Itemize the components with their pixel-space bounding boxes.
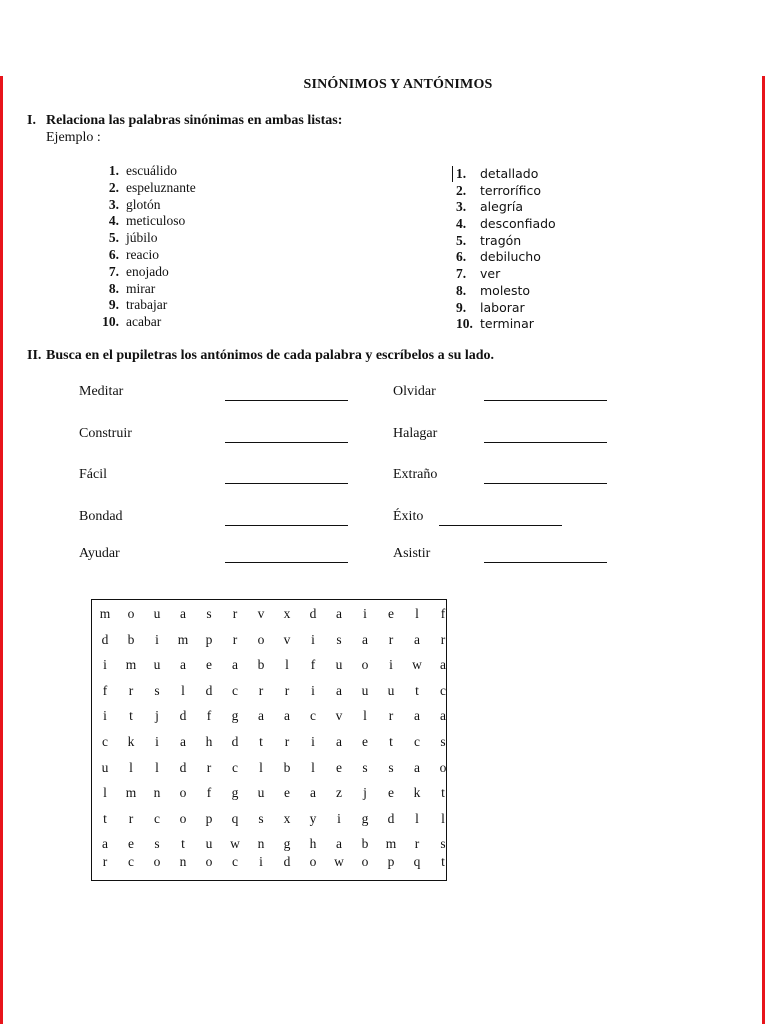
word-search-letter[interactable]: a (180, 734, 186, 749)
word-search-letter[interactable]: r (128, 683, 134, 698)
left-list-item-word: escuálido (126, 163, 177, 178)
word-search-letter[interactable]: e (206, 657, 212, 672)
word-search-letter[interactable]: a (336, 734, 342, 749)
left-list-item-number: 1. (108, 163, 119, 178)
word-search-letter[interactable]: l (285, 657, 289, 672)
left-red-margin (0, 76, 3, 1024)
word-search-letter[interactable]: l (259, 760, 263, 775)
word-search-letter[interactable]: o (179, 785, 187, 800)
word-search-letter[interactable]: s (258, 811, 264, 826)
answer-blank-line[interactable] (225, 561, 348, 563)
word-search-letter[interactable]: a (414, 708, 420, 723)
section-2-instruction: Busca en el pupiletras los antónimos de cada palabra y escríbelos a su lado. (46, 348, 495, 363)
section-1-heading (27, 113, 342, 129)
word-search-letter[interactable]: l (181, 683, 185, 698)
right-list-item (456, 300, 556, 317)
word-search-letter[interactable]: l (441, 811, 445, 826)
word-search-letter[interactable]: m (177, 632, 189, 647)
left-list-item-word: trabajar (126, 297, 168, 313)
word-search-letter[interactable]: p (205, 632, 213, 647)
word-search-letter[interactable]: c (232, 683, 238, 698)
right-list-item-number: 7. (456, 266, 467, 282)
left-list-item (98, 230, 196, 247)
antonym-word: Meditar (79, 384, 124, 399)
word-search-letter[interactable]: a (232, 657, 238, 672)
word-search-letter[interactable]: d (179, 760, 187, 775)
word-search-letter[interactable]: i (363, 606, 367, 621)
right-list-item (456, 233, 556, 250)
word-search-letter[interactable]: a (414, 632, 420, 647)
left-list-item-number: 5. (108, 230, 119, 246)
word-search-letter[interactable]: i (311, 632, 315, 647)
antonym-word: Olvidar (393, 384, 436, 399)
word-search-letter[interactable]: u (101, 760, 109, 775)
word-search-letter[interactable]: l (103, 785, 107, 800)
right-list-item-word: debilucho (480, 249, 541, 265)
word-search-letter[interactable]: a (180, 606, 186, 621)
word-search-letter[interactable]: o (361, 657, 369, 672)
antonym-word: Ayudar (79, 546, 120, 561)
word-search-letter[interactable]: s (362, 760, 368, 775)
word-search-letter[interactable]: d (179, 708, 187, 723)
word-search-letter[interactable]: c (440, 683, 446, 698)
left-list-item-number: 9. (108, 297, 119, 313)
word-search-letter[interactable]: e (336, 760, 342, 775)
word-search-letter[interactable]: o (205, 854, 213, 869)
right-list-item-word: terrorífico (480, 182, 542, 198)
word-search-letter[interactable]: s (154, 836, 160, 851)
right-list-item-word: desconfiado (480, 216, 556, 232)
word-search-letter[interactable]: a (310, 785, 316, 800)
right-list-item-number: 10. (456, 316, 473, 332)
word-search-letter[interactable]: t (389, 734, 393, 749)
word-search-letter[interactable]: d (309, 606, 317, 621)
word-search-letter[interactable]: m (125, 785, 137, 800)
word-search-letter[interactable]: t (181, 836, 185, 851)
word-search-letter[interactable]: u (335, 657, 343, 672)
left-list-item-number: 6. (108, 246, 119, 262)
word-search-letter[interactable]: x (283, 811, 291, 826)
word-search-letter[interactable]: l (311, 760, 315, 775)
word-search-letter[interactable]: i (155, 632, 159, 647)
right-list-item-word: alegría (480, 199, 524, 215)
word-search-letter[interactable]: n (257, 836, 265, 851)
right-list-item-number: 6. (456, 249, 467, 265)
text-cursor (452, 166, 453, 182)
word-search-letter[interactable]: i (103, 657, 107, 672)
word-search-letter[interactable]: l (155, 760, 159, 775)
word-search-letter[interactable]: u (205, 836, 213, 851)
right-list-item-word: detallado (480, 166, 539, 181)
antonym-word: Asistir (393, 546, 431, 561)
synonym-right-list (456, 166, 556, 333)
word-search-letter[interactable]: i (389, 657, 393, 672)
antonym-word: Fácil (79, 467, 107, 482)
word-search-letter[interactable]: l (363, 708, 367, 723)
word-search-letter[interactable]: i (103, 708, 107, 723)
answer-blank-line[interactable] (225, 441, 348, 443)
word-search-letter[interactable]: e (128, 836, 134, 851)
word-search-letter[interactable]: i (337, 811, 341, 826)
word-search-letter[interactable]: t (129, 708, 133, 723)
left-list-item-number: 2. (108, 179, 119, 195)
word-search-letter[interactable]: k (127, 734, 135, 749)
word-search-letter[interactable]: r (102, 854, 108, 869)
word-search-letter[interactable]: i (311, 683, 315, 698)
word-search-letter[interactable]: g (283, 836, 291, 851)
word-search-letter[interactable]: t (441, 854, 445, 869)
antonym-word: Construir (79, 426, 132, 441)
answer-blank-line[interactable] (225, 482, 348, 484)
left-list-item-word: acabar (126, 314, 162, 330)
word-search-letter[interactable]: r (388, 708, 394, 723)
word-search-letter[interactable]: e (284, 785, 290, 800)
word-search-letter[interactable]: o (439, 760, 447, 775)
right-list-item (456, 216, 556, 233)
word-search-letter[interactable]: u (257, 785, 265, 800)
word-search-letter[interactable]: e (362, 734, 368, 749)
section-2-number: II. (27, 348, 42, 363)
word-search-letter[interactable]: m (385, 836, 397, 851)
word-search-letter[interactable]: s (336, 632, 342, 647)
word-search-letter[interactable]: v (335, 708, 343, 723)
word-search-letter[interactable]: p (205, 811, 213, 826)
word-search-letter[interactable]: t (259, 734, 263, 749)
word-search-letter[interactable]: u (153, 657, 161, 672)
right-list-item-number: 2. (456, 182, 467, 198)
word-search-letter[interactable]: u (361, 683, 369, 698)
word-search-letter[interactable]: b (257, 657, 265, 672)
word-search-letter[interactable]: o (153, 854, 161, 869)
antonym-word: Extraño (393, 467, 438, 482)
word-search-letter[interactable]: d (283, 854, 291, 869)
word-search-letter[interactable]: b (361, 836, 369, 851)
left-list-item (98, 163, 196, 180)
word-search-letter[interactable]: z (336, 785, 342, 800)
word-search-letter[interactable]: e (388, 785, 394, 800)
word-search-letter[interactable]: h (309, 836, 317, 851)
word-search-letter[interactable]: c (154, 811, 160, 826)
word-search-letter[interactable]: o (361, 854, 369, 869)
word-search-letter[interactable]: r (206, 760, 212, 775)
word-search-letter[interactable]: w (412, 657, 422, 672)
word-search-letter[interactable]: a (336, 836, 342, 851)
word-search-letter[interactable]: d (231, 734, 239, 749)
left-list-item (98, 281, 196, 298)
word-search-letter[interactable]: a (440, 708, 446, 723)
right-list-item-number: 4. (456, 216, 467, 232)
word-search-letter[interactable]: w (334, 854, 344, 869)
word-search-letter[interactable]: a (414, 760, 420, 775)
right-list-item-word: ver (480, 266, 501, 282)
word-search-letter[interactable]: l (415, 811, 419, 826)
word-search-letter[interactable]: v (257, 606, 265, 621)
word-search-letter[interactable]: f (102, 683, 108, 698)
word-search-grid (91, 599, 447, 881)
word-search-letter[interactable]: n (179, 854, 187, 869)
right-red-margin (762, 76, 765, 1024)
word-search-letter[interactable]: q (413, 854, 421, 869)
word-search-letter[interactable]: x (283, 606, 291, 621)
word-search-letter[interactable]: i (155, 734, 159, 749)
word-search-letter[interactable]: s (206, 606, 212, 621)
left-list-item-word: meticuloso (126, 213, 186, 229)
left-list-item (98, 213, 196, 230)
word-search-letter[interactable]: a (180, 657, 186, 672)
word-search-letter[interactable]: f (206, 785, 212, 800)
word-search-letter[interactable]: r (258, 683, 264, 698)
word-search-letter[interactable]: d (205, 683, 213, 698)
right-list-item-number: 8. (456, 282, 467, 298)
left-list-item (98, 297, 196, 314)
word-search-letter[interactable]: j (155, 708, 159, 723)
word-search-letter[interactable]: b (127, 632, 135, 647)
right-list-item-number: 9. (456, 299, 467, 315)
antonym-word: Bondad (79, 509, 123, 524)
left-list-item-number: 3. (108, 196, 119, 212)
word-search-letter[interactable]: v (283, 632, 291, 647)
left-list-item (98, 314, 196, 331)
word-search-letter[interactable]: y (309, 811, 317, 826)
word-search-letter[interactable]: r (232, 632, 238, 647)
right-list-item (456, 183, 556, 200)
left-list-item-word: espeluznante (126, 179, 196, 195)
word-search-letter[interactable]: l (415, 606, 419, 621)
word-search-letter[interactable]: i (311, 734, 315, 749)
word-search-letter[interactable]: l (129, 760, 133, 775)
right-list-item-number: 5. (456, 232, 467, 248)
word-search-letter[interactable]: s (440, 836, 446, 851)
word-search-letter[interactable]: a (258, 708, 264, 723)
word-search-letter[interactable]: s (154, 683, 160, 698)
word-search-letter[interactable]: s (388, 760, 394, 775)
word-search-letter[interactable]: s (440, 734, 446, 749)
answer-blank-line[interactable] (225, 524, 348, 526)
word-search-letter[interactable]: w (230, 836, 240, 851)
right-list-item-word: laborar (480, 299, 525, 315)
word-search-letter[interactable]: a (336, 606, 342, 621)
word-search-letter[interactable]: a (362, 632, 368, 647)
word-search-letter[interactable]: c (102, 734, 108, 749)
left-list-item (98, 197, 196, 214)
left-list-item (98, 264, 196, 281)
right-list-item (456, 249, 556, 266)
word-search-letter[interactable]: t (415, 683, 419, 698)
right-list-item-word: molesto (480, 282, 531, 298)
left-list-item-word: reacio (126, 246, 159, 262)
word-search-letter[interactable]: r (232, 606, 238, 621)
word-search-letter[interactable]: g (231, 785, 239, 800)
right-list-item (456, 266, 556, 283)
word-search-letter[interactable]: g (231, 708, 239, 723)
word-search-letter[interactable]: t (103, 811, 107, 826)
antonym-word: Éxito (393, 509, 424, 524)
answer-blank-line[interactable] (484, 441, 607, 443)
answer-blank-line[interactable] (484, 561, 607, 563)
word-search-letter[interactable]: a (284, 708, 290, 723)
word-search-letter[interactable]: a (336, 683, 342, 698)
word-search-letter[interactable]: f (206, 708, 212, 723)
right-list-item-number: 1. (456, 166, 467, 181)
right-list-item (456, 166, 556, 183)
word-search-letter[interactable]: c (414, 734, 420, 749)
word-search-letter[interactable]: m (99, 606, 111, 621)
left-list-item-number: 7. (108, 263, 119, 279)
left-list-item-number: 10. (102, 314, 119, 330)
word-search-letter[interactable]: o (127, 606, 135, 621)
word-search-letter[interactable]: r (388, 632, 394, 647)
right-list-item (456, 199, 556, 216)
word-search-letter[interactable]: o (179, 811, 187, 826)
antonym-word: Halagar (393, 426, 438, 441)
word-search-letter[interactable]: r (128, 811, 134, 826)
left-list-item-word: júbilo (126, 230, 158, 246)
left-list-item-word: enojado (126, 263, 169, 279)
left-list-item (98, 180, 196, 197)
left-list-item (98, 247, 196, 264)
page-title: SINÓNIMOS Y ANTÓNIMOS (303, 77, 493, 92)
word-search-letter[interactable]: j (363, 785, 367, 800)
word-search-letter[interactable]: g (361, 811, 369, 826)
section-1-number: I. (27, 113, 36, 128)
word-search-letter[interactable]: c (310, 708, 316, 723)
word-search-letter[interactable]: n (153, 785, 161, 800)
left-list-item-number: 4. (108, 213, 119, 229)
word-search-letter[interactable]: c (128, 854, 134, 869)
word-search-letter[interactable]: c (232, 760, 238, 775)
word-search-letter[interactable]: a (440, 657, 446, 672)
right-list-item-word: terminar (480, 316, 534, 332)
word-search-letter[interactable]: u (387, 683, 395, 698)
section-2-heading (27, 348, 494, 364)
word-search-letter[interactable]: r (284, 683, 290, 698)
synonym-left-list (98, 163, 196, 331)
answer-blank-line[interactable] (225, 399, 348, 401)
word-search-letter[interactable]: m (125, 657, 137, 672)
word-search-letter[interactable]: f (440, 606, 446, 621)
word-search-letter[interactable]: h (205, 734, 213, 749)
word-search-letter[interactable]: r (414, 836, 420, 851)
word-search-letter[interactable]: r (284, 734, 290, 749)
example-label: Ejemplo : (46, 130, 101, 145)
word-search-letter[interactable]: t (441, 785, 445, 800)
right-list-item-number: 3. (456, 199, 467, 215)
left-list-item-word: glotón (126, 196, 161, 212)
section-1-instruction: Relaciona las palabras sinónimas en ambas listas: (46, 113, 343, 128)
word-search-letter[interactable]: d (101, 632, 109, 647)
answer-blank-line[interactable] (439, 524, 562, 526)
word-search-letter[interactable]: q (231, 811, 239, 826)
word-search-letter[interactable]: a (102, 836, 108, 851)
word-search-letter[interactable]: b (283, 760, 291, 775)
word-search-letter[interactable]: f (310, 657, 316, 672)
word-search-letter[interactable]: p (387, 854, 395, 869)
answer-blank-line[interactable] (484, 482, 607, 484)
right-list-item (456, 316, 556, 333)
word-search-letter[interactable]: u (153, 606, 161, 621)
word-search-letter[interactable]: e (388, 606, 394, 621)
word-search-letter[interactable]: o (309, 854, 317, 869)
left-list-item-word: mirar (126, 280, 156, 296)
left-list-item-number: 8. (108, 280, 119, 296)
word-search-letter[interactable]: o (257, 632, 265, 647)
word-search-letter[interactable]: r (440, 632, 446, 647)
word-search-letter[interactable]: i (259, 854, 263, 869)
answer-blank-line[interactable] (484, 399, 607, 401)
word-search-letter[interactable]: c (232, 854, 238, 869)
word-search-letter[interactable]: k (413, 785, 421, 800)
word-search-letter[interactable]: d (387, 811, 395, 826)
right-list-item-word: tragón (480, 232, 522, 248)
right-list-item (456, 283, 556, 300)
